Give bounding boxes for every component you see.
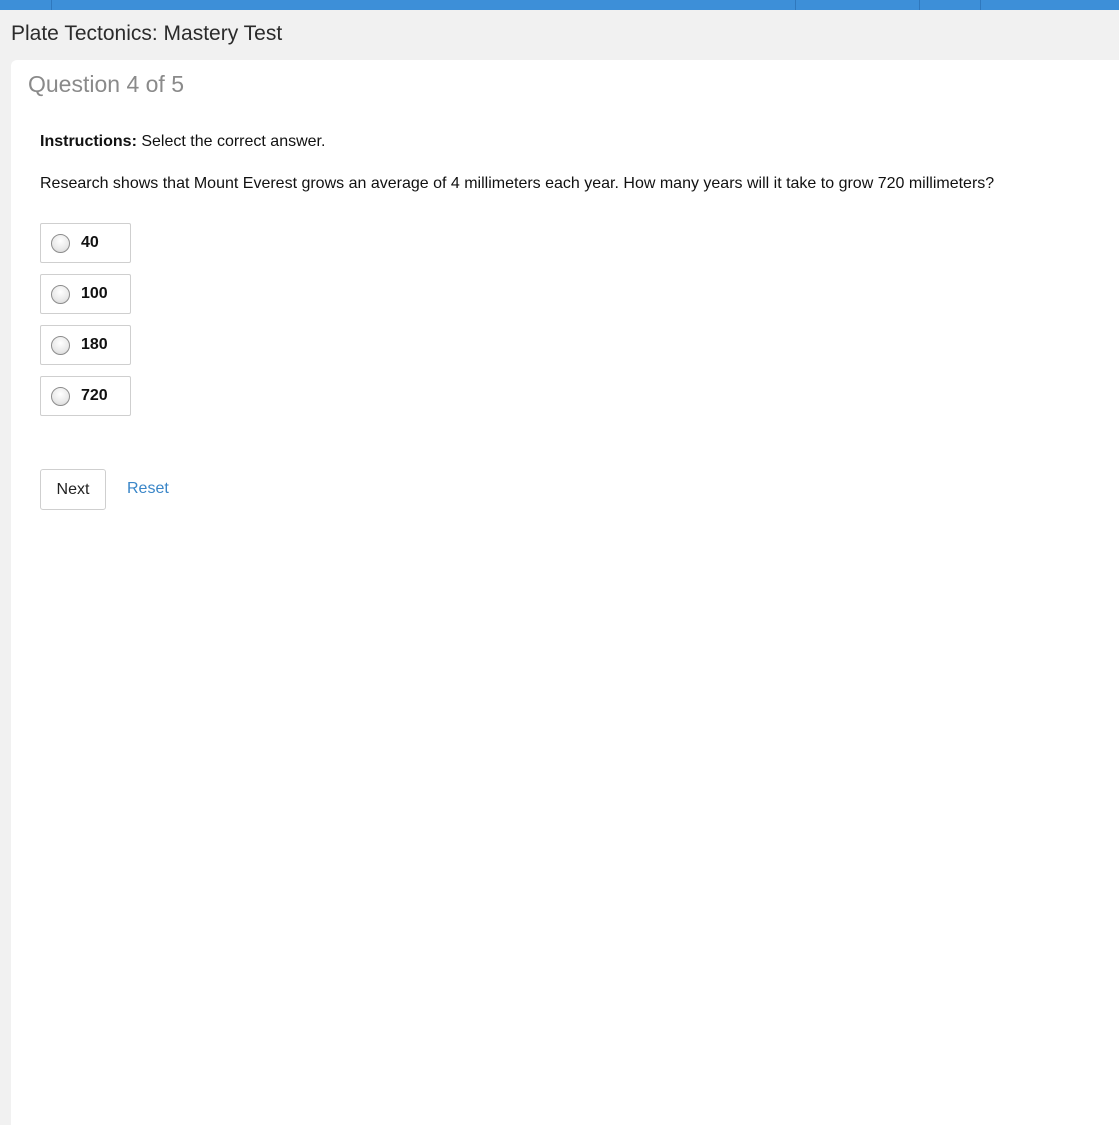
page-title: Plate Tectonics: Mastery Test <box>11 22 283 45</box>
radio-button-icon[interactable] <box>51 336 70 355</box>
reset-link[interactable]: Reset <box>127 480 169 497</box>
answer-option[interactable] <box>40 376 131 416</box>
radio-button-icon[interactable] <box>51 285 70 304</box>
question-panel <box>11 60 1119 1125</box>
question-prompt: Research shows that Mount Everest grows an average of 4 millimeters each year. How many years will it take to grow 720 millimeters? <box>40 175 995 192</box>
answer-option[interactable] <box>40 274 131 314</box>
radio-button-icon[interactable] <box>51 387 70 406</box>
nav-divider <box>51 0 52 10</box>
answer-option-label: 40 <box>81 234 99 251</box>
instructions-label: Instructions: <box>40 133 137 150</box>
nav-divider <box>919 0 920 10</box>
nav-divider <box>795 0 796 10</box>
answer-option-label: 100 <box>81 285 108 302</box>
nav-divider <box>980 0 981 10</box>
instructions-text: Select the correct answer. <box>141 133 326 150</box>
radio-button-icon[interactable] <box>51 234 70 253</box>
answer-option-label: 180 <box>81 336 108 353</box>
top-nav-bar <box>0 0 1119 10</box>
next-button[interactable]: Next <box>40 469 106 510</box>
answer-option[interactable] <box>40 325 131 365</box>
question-counter: Question 4 of 5 <box>28 71 184 97</box>
answer-option[interactable] <box>40 223 131 263</box>
instructions <box>40 132 325 152</box>
answer-option-label: 720 <box>81 387 108 404</box>
